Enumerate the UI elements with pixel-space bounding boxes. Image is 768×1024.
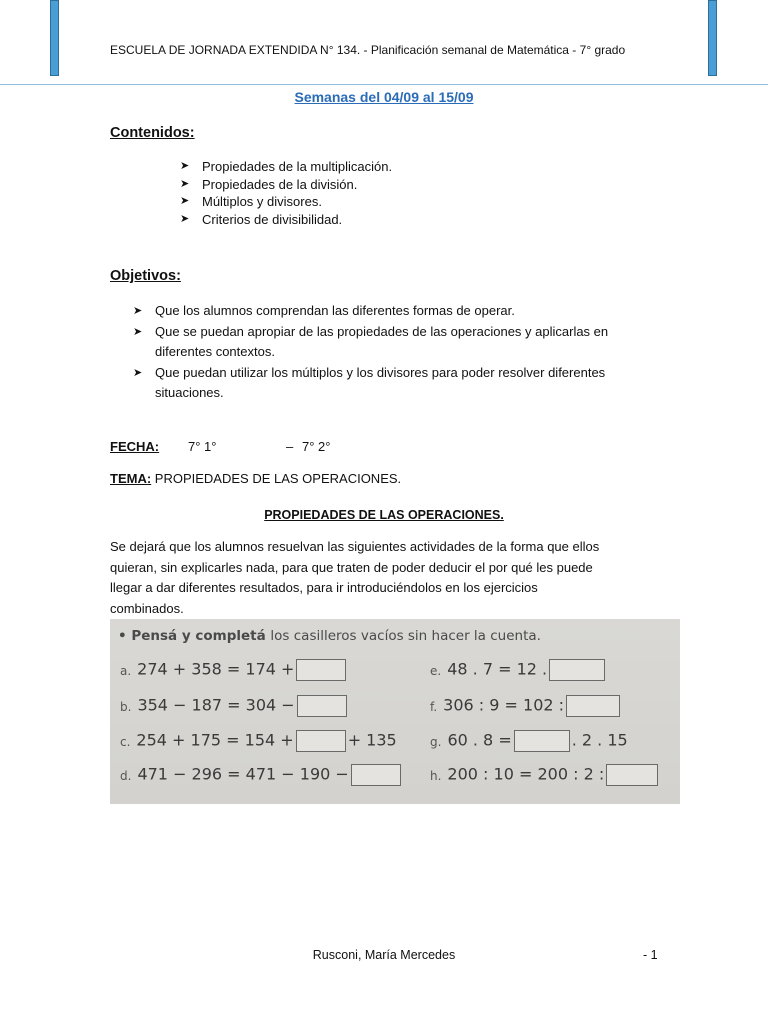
- fecha-group-2: 7° 2°: [302, 439, 331, 454]
- bullet-dot-icon: •: [118, 628, 127, 644]
- exercise-expression-tail: + 135: [347, 730, 397, 750]
- answer-box: [351, 764, 401, 786]
- exercise-label: d.: [120, 768, 132, 783]
- exercise-b: [120, 695, 349, 717]
- exercise-label: b.: [120, 699, 132, 714]
- exercise-expression-tail: . 2 . 15: [571, 730, 628, 750]
- list-item-text: Que se puedan apropiar de las propiedades de las operaciones y aplicarlas en: [155, 323, 609, 339]
- header-text: ESCUELA DE JORNADA EXTENDIDA N° 134. - Planificación semanal de Matemática - 7° grado: [110, 43, 626, 57]
- tema-row: [110, 471, 401, 486]
- paragraph-line: quieran, sin explicarles nada, para que traten de poder deducir el por qué les puede: [110, 559, 593, 575]
- list-item: [133, 322, 608, 363]
- list-item: [133, 363, 608, 404]
- exercise-expression: 471 − 296 = 471 − 190 −: [137, 764, 349, 784]
- fecha-label: FECHA:: [110, 439, 160, 454]
- answer-box: [296, 659, 346, 681]
- header-right-bar: [708, 0, 717, 76]
- header-divider: [0, 84, 768, 85]
- objectives-title: Objetivos:: [110, 268, 181, 284]
- footer-page-number: - 1: [643, 948, 658, 962]
- exercise-expression: 306 : 9 = 102 :: [443, 695, 565, 715]
- section-heading: PROPIEDADES DE LAS OPERACIONES.: [264, 508, 504, 522]
- contents-list: [180, 158, 392, 228]
- answer-box: [514, 730, 570, 752]
- list-item: [180, 193, 392, 211]
- tema-label: TEMA:: [110, 471, 152, 486]
- exercise-e: [430, 659, 607, 681]
- header-left-bar: [50, 0, 59, 76]
- list-item-text: Que puedan utilizar los múltiplos y los divisores para poder resolver diferentes: [155, 364, 606, 380]
- exercise-c: [120, 730, 397, 752]
- tema-value: PROPIEDADES DE LAS OPERACIONES.: [154, 471, 402, 486]
- answer-box: [297, 695, 347, 717]
- arrow-bullet-icon: ➤: [180, 195, 190, 207]
- list-item-text: diferentes contextos.: [155, 344, 275, 359]
- exercise-expression: 254 + 175 = 154 +: [136, 730, 294, 750]
- worksheet-image: [110, 619, 680, 804]
- worksheet-title-bold: Pensá y completá: [131, 628, 266, 644]
- exercise-h: [430, 764, 660, 786]
- arrow-bullet-icon: ➤: [180, 212, 190, 225]
- list-item: [180, 158, 392, 176]
- list-item-text: Propiedades de la multiplicación.: [202, 159, 393, 174]
- exercise-label: a.: [120, 663, 132, 678]
- list-item-text: Múltiplos y divisores.: [202, 194, 322, 209]
- answer-box: [606, 764, 658, 786]
- exercise-label: g.: [430, 734, 442, 749]
- footer-author: Rusconi, María Mercedes: [312, 948, 456, 962]
- exercise-a: [120, 659, 348, 681]
- exercise-expression: 354 − 187 = 304 −: [137, 695, 295, 715]
- exercise-expression: 60 . 8 =: [447, 730, 512, 750]
- answer-box: [296, 730, 346, 752]
- list-item: [180, 176, 392, 194]
- exercise-expression: 200 : 10 = 200 : 2 :: [447, 764, 605, 784]
- answer-box: [566, 695, 620, 717]
- arrow-bullet-icon: ➤: [133, 305, 143, 317]
- exercise-expression: 48 . 7 = 12 .: [447, 659, 548, 679]
- arrow-bullet-icon: ➤: [180, 177, 190, 190]
- exercise-label: f.: [430, 699, 438, 714]
- list-item-text: Criterios de divisibilidad.: [202, 211, 343, 227]
- list-item: [180, 211, 392, 229]
- paragraph-line: Se dejará que los alumnos resuelvan las siguientes actividades de la forma que ellos: [110, 539, 600, 554]
- exercise-label: h.: [430, 768, 442, 783]
- list-item: [133, 301, 608, 322]
- fecha-separator: –: [286, 439, 294, 454]
- objectives-list: [133, 301, 608, 404]
- paragraph-line: llegar a dar diferentes resultados, para ir introduciéndolos en los ejercicios: [110, 580, 538, 595]
- arrow-bullet-icon: ➤: [180, 160, 190, 172]
- exercise-d: [120, 764, 403, 786]
- arrow-bullet-icon: ➤: [133, 325, 143, 338]
- exercise-f: [430, 695, 622, 717]
- week-title: Semanas del 04/09 al 15/09: [294, 89, 474, 105]
- arrow-bullet-icon: ➤: [133, 366, 143, 379]
- answer-box: [549, 659, 605, 681]
- exercise-g: [430, 730, 628, 752]
- contents-title: Contenidos:: [110, 125, 195, 141]
- exercise-label: e.: [430, 663, 442, 678]
- exercise-expression: 274 + 358 = 174 +: [137, 659, 295, 679]
- worksheet-title: [118, 628, 541, 644]
- worksheet-title-rest: los casilleros vacíos sin hacer la cuenta.: [270, 628, 541, 644]
- list-item-text: situaciones.: [155, 385, 224, 400]
- list-item-text: Propiedades de la división.: [202, 176, 358, 192]
- exercise-label: c.: [120, 734, 131, 749]
- paragraph-line: combinados.: [110, 600, 184, 616]
- fecha-group-1: 7° 1°: [188, 439, 217, 454]
- list-item-text: Que los alumnos comprendan las diferentes formas de operar.: [155, 303, 515, 318]
- instructions-paragraph: [110, 537, 650, 619]
